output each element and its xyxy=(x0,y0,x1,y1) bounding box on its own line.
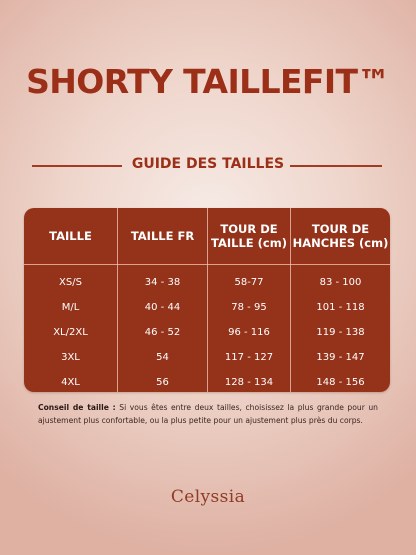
cell-taille-fr: 46 - 52 xyxy=(144,327,181,338)
cell-taille-fr: 56 xyxy=(156,377,169,388)
cell-tour-hanches: 139 - 147 xyxy=(316,352,365,363)
header-taille-line-1: TAILLE xyxy=(49,229,92,243)
header-taille xyxy=(24,208,117,264)
cell-tour-taille: 58-77 xyxy=(234,277,264,288)
cell-taille-fr: 34 - 38 xyxy=(144,277,181,288)
cell-tour-taille: 128 - 134 xyxy=(224,377,274,388)
page-subtitle: GUIDE DES TAILLES xyxy=(131,156,285,172)
table-row xyxy=(24,270,390,295)
cell-taille: 3XL xyxy=(61,352,80,363)
cell-tour-hanches: 119 - 138 xyxy=(316,327,365,338)
cell-tour-hanches: 101 - 118 xyxy=(316,302,365,313)
cell-taille: XL/2XL xyxy=(53,327,88,338)
header-taille-fr xyxy=(118,208,207,264)
header-tour-hanches-line-1: TOUR DE xyxy=(311,222,370,236)
subtitle-rule-right xyxy=(290,165,382,167)
header-taille-fr-line-1: TAILLE FR xyxy=(130,229,195,243)
header-tour-taille xyxy=(208,208,290,264)
size-advice-text: Si vous êtes entre deux tailles, choisissez la plus grande pour un ajustement plus confortable, ou la plus petite pour un ajustement plus près du corps. xyxy=(38,403,378,425)
header-tour-hanches xyxy=(291,208,390,264)
cell-tour-taille: 78 - 95 xyxy=(231,302,267,313)
cell-taille-fr: 40 - 44 xyxy=(144,302,181,313)
header-tour-taille-line-1: TOUR DE xyxy=(220,222,278,236)
size-advice-label: Conseil de taille : xyxy=(38,403,116,412)
header-tour-taille-line-2: TAILLE (cm) xyxy=(211,236,287,250)
cell-tour-hanches: 83 - 100 xyxy=(319,277,362,288)
table-row xyxy=(24,295,390,320)
cell-tour-taille: 96 - 116 xyxy=(228,327,270,338)
cell-tour-hanches: 148 - 156 xyxy=(316,377,365,388)
size-advice xyxy=(38,402,378,427)
page-title: SHORTY TAILLEFIT™ xyxy=(26,62,390,101)
cell-tour-taille: 117 - 127 xyxy=(224,352,274,363)
table-row xyxy=(24,320,390,345)
cell-taille-fr: 54 xyxy=(156,352,169,363)
brand-logo: Celyssia xyxy=(170,487,246,507)
table-row xyxy=(24,345,390,370)
cell-taille: M/L xyxy=(61,302,80,313)
table-body xyxy=(24,265,390,392)
cell-taille: 4XL xyxy=(61,377,80,388)
table-row xyxy=(24,370,390,392)
cell-taille: XS/S xyxy=(59,277,82,288)
size-table xyxy=(24,208,390,392)
header-tour-hanches-line-2: HANCHES (cm) xyxy=(292,236,389,250)
